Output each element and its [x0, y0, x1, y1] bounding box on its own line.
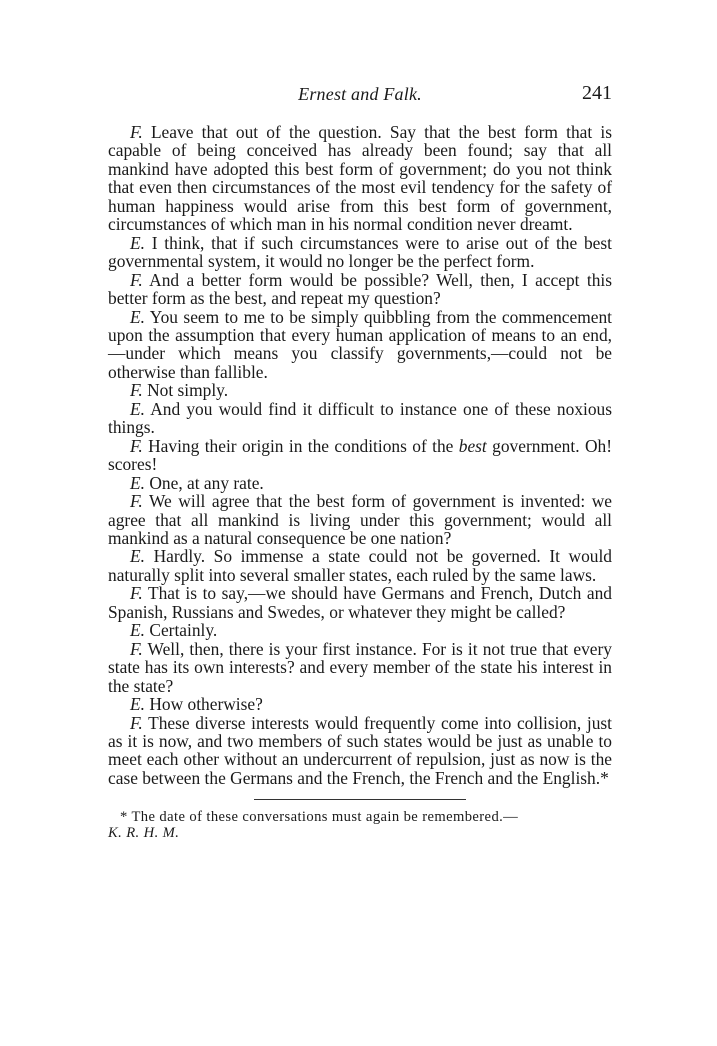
paragraph-text: Hardly. So immense a state could not be governed. It would naturally split into several smaller states, each ruled by the same laws. — [108, 546, 612, 585]
speaker-label: F. — [130, 491, 143, 512]
dialogue-paragraph — [108, 308, 612, 382]
paragraph-text: I think, that if such circumstances were to arise out of the best governmental system, it would no longer be the perfect form. — [108, 232, 612, 272]
dialogue-paragraph — [108, 234, 612, 271]
speaker-label: F. — [130, 435, 143, 456]
dialogue-paragraph — [108, 437, 612, 474]
paragraph-text: You seem to me to be simply quibbling from the commencement upon the assumption that every human application of means to an end,—under which means you classify governments,—could not be otherwise than fallible. — [108, 306, 612, 382]
footnote-divider — [254, 799, 466, 800]
paragraph-text: Well, then, there is your first instance. For is it not true that every state has its own interests? and every member of the state his interest in the state? — [108, 638, 612, 696]
paragraph-text: Certainly. — [149, 620, 218, 641]
paragraph-text: Having their origin in the conditions of the — [148, 435, 459, 456]
speaker-label: E. — [130, 546, 145, 567]
dialogue-paragraph — [108, 621, 612, 639]
paragraph-text: And a better form would be possible? Well, then, I accept this better form as the best, and repeat my question? — [108, 269, 612, 309]
paragraph-text: That is to say,—we should have Germans and French, Dutch and Spanish, Russians and Swedes, or whatever they might be called? — [108, 583, 612, 622]
dialogue-paragraph — [108, 584, 612, 621]
running-title: Ernest and Falk. — [298, 84, 422, 104]
paragraph-text: How otherwise? — [149, 694, 263, 715]
dialogue-paragraph — [108, 123, 612, 234]
page-header — [108, 84, 612, 116]
paragraph-text: We will agree that the best form of government is invented: we agree that all mankind is living under this government; would all mankind as a natural consequence be one nation? — [108, 491, 612, 548]
dialogue-paragraph — [108, 714, 612, 788]
dialogue-paragraph — [108, 492, 612, 547]
speaker-label: F. — [130, 380, 143, 401]
speaker-label: E. — [130, 472, 145, 493]
dialogue-paragraph — [108, 474, 612, 492]
speaker-label: F. — [130, 638, 143, 659]
footnote-text: * The date of these conversations must again be remembered.— — [120, 809, 519, 826]
speaker-label: F. — [130, 712, 143, 733]
speaker-label: E. — [130, 620, 145, 641]
dialogue-paragraph — [108, 381, 612, 399]
paragraph-text: Not simply. — [147, 380, 229, 401]
dialogue-paragraph — [108, 271, 612, 308]
footnote — [108, 810, 612, 841]
speaker-label: E. — [130, 694, 145, 715]
speaker-label: E. — [130, 306, 145, 327]
dialogue-paragraph — [108, 695, 612, 713]
paragraph-text: And you would find it difficult to instance one of these noxious things. — [108, 398, 612, 438]
paragraph-text: These diverse interests would frequently come into collision, just as it is now, and two members of such states would be just as unable to meet each other without an undercurrent of repulsion, just as now is the case between the Germans and the French, the French and the English.* — [108, 712, 612, 788]
speaker-label: F. — [130, 583, 143, 604]
dialogue-paragraph — [108, 400, 612, 437]
page-number: 241 — [582, 82, 612, 104]
dialogue-text — [108, 123, 612, 787]
dialogue-paragraph — [108, 547, 612, 584]
speaker-label: E. — [130, 232, 145, 253]
emphasized-word: best — [458, 435, 487, 456]
speaker-label: F. — [130, 269, 143, 290]
book-page — [108, 84, 612, 841]
paragraph-text-continued: government. Oh! scores! — [108, 435, 612, 475]
paragraph-text: Leave that out of the question. Say that the best form that is capable of being conceived has already been found; say that all mankind have adopted this best form of government; do you not think that even then circumstances of the most evil tendency for the safety of human happiness would arise from this best form of government, circumstances of which man in his normal condition never dreamt. — [108, 122, 612, 235]
dialogue-paragraph — [108, 640, 612, 695]
footnote-initials: K. R. H. M. — [108, 824, 180, 841]
speaker-label: F. — [130, 122, 143, 142]
paragraph-text: One, at any rate. — [149, 472, 264, 493]
speaker-label: E. — [130, 398, 145, 419]
